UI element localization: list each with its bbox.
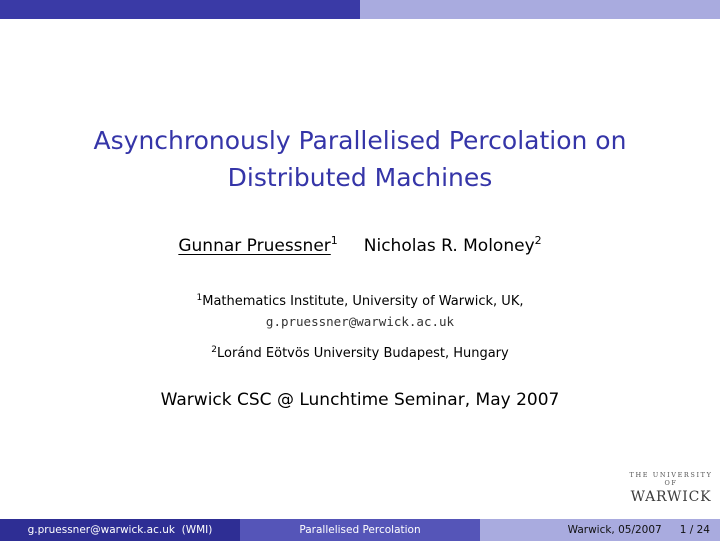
footer-title-text: Parallelised Percolation xyxy=(299,524,421,536)
footer-page-number: 1 / 24 xyxy=(679,524,710,536)
author-1-affil-marker: 1 xyxy=(330,234,338,247)
author-2 xyxy=(364,234,542,258)
author-1 xyxy=(178,234,337,258)
author-2-affil-marker: 2 xyxy=(534,234,542,247)
footer-author xyxy=(0,519,240,541)
title-line-2: Distributed Machines xyxy=(227,163,493,192)
university-logo xyxy=(628,471,714,505)
logo-line-2: WARWICK xyxy=(630,489,712,505)
affiliation-2-marker: 2 xyxy=(211,345,218,355)
top-progress-bar xyxy=(0,0,720,19)
logo-line-1: THE UNIVERSITY OF xyxy=(629,471,713,487)
slide-title xyxy=(0,122,720,196)
author-2-name: Nicholas R. Moloney xyxy=(363,236,535,256)
affiliation-2-text: Loránd Eötvös University Budapest, Hungary xyxy=(217,346,509,361)
affiliation-2 xyxy=(0,345,720,363)
author-list xyxy=(0,234,720,258)
top-bar-light-segment xyxy=(360,0,720,19)
footer-author-text: g.pruessner@warwick.ac.uk (WMI) xyxy=(27,524,213,536)
top-bar-dark-segment xyxy=(0,0,360,19)
footer-date-page xyxy=(480,519,720,541)
footer-date: Warwick, 05/2007 xyxy=(567,524,662,536)
affiliation-1 xyxy=(0,293,720,331)
affiliation-1-text: Mathematics Institute, University of Warwick, UK, xyxy=(202,294,524,309)
title-line-1: Asynchronously Parallelised Percolation on xyxy=(93,126,627,155)
affiliation-1-email: g.pruessner@warwick.ac.uk xyxy=(265,314,455,329)
affiliation-1-marker: 1 xyxy=(196,293,203,303)
footer-bar xyxy=(0,519,720,541)
author-1-name: Gunnar Pruessner xyxy=(178,236,331,256)
footer-title xyxy=(240,519,480,541)
event-line: Warwick CSC @ Lunchtime Seminar, May 2007 xyxy=(160,390,560,410)
